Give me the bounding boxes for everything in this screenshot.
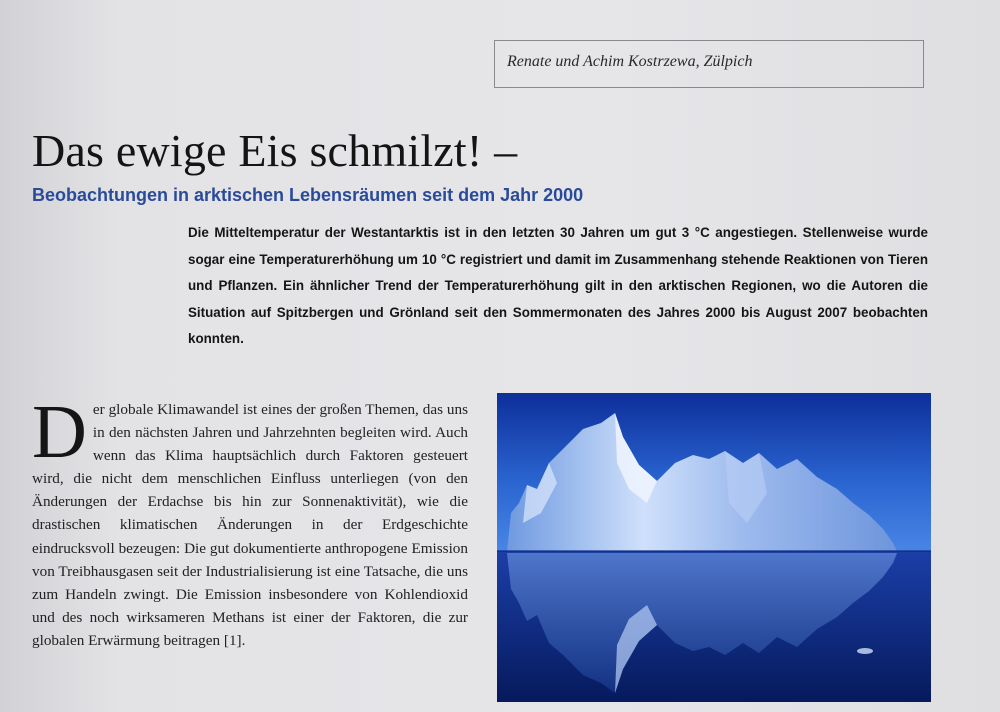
iceberg-illustration (497, 393, 931, 702)
iceberg-photo (497, 393, 931, 702)
lead-paragraph: Die Mitteltemperatur der Westantarktis ist in den letzten 30 Jahren um gut 3 °C angestiegen. Stellenweise wurde sogar eine Temperaturerhöhung um 10 °C registriert und damit im Zusammenhang stehende Reaktionen von Tieren und Pflanzen. Ein ähnlicher Trend der Temperaturerhöhung gilt in den arktischen Regionen, wo die Autoren die Situation auf Spitzbergen und Grönland seit den Sommermonaten des Jahres 2000 bis August 2007 beobachten konnten. (188, 225, 928, 346)
author-line: Renate und Achim Kostrzewa, Zülpich (507, 53, 753, 70)
article-subtitle: Beobachtungen in arktischen Lebensräumen seit dem Jahr 2000 (32, 185, 584, 205)
author-box (494, 40, 924, 88)
drop-cap: D (32, 390, 87, 474)
article-title: Das ewige Eis schmilzt! – (32, 125, 518, 176)
body-paragraph (32, 390, 468, 652)
body-text: er globale Klimawandel ist eines der großen Themen, das uns in den nächsten Jahren und Jahrzehnten begleiten wird. Auch wenn das Klima hauptsächlich durch Faktoren gesteuert wird, die nicht dem menschlichen Einfluss unterliegen (von den Änderungen der Erdachse bis hin zur Sonnenaktivität), wie die drastischen klimatischen Änderungen in der Erdgeschichte eindrucksvoll bezeugen: Die gut dokumentierte anthropogene Emission von Treibhausgasen seit der Industrialisierung ist eine Tatsache, die uns zum Handeln zwingt. Die Emission insbesondere von Kohlendioxid und des noch wirksameren Methans ist einer der Faktoren, die zur globalen Erwärmung beitragen [1]. (32, 401, 468, 649)
